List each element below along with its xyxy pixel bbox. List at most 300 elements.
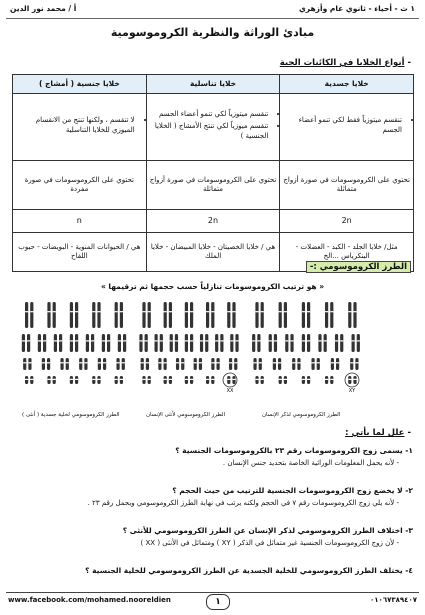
chromosome-band (324, 340, 327, 341)
header-gametes: خلايا جنسية ( أمشاج ) (13, 75, 147, 94)
chromosome (107, 334, 110, 352)
chromosome-band (269, 340, 272, 341)
chromosome (255, 302, 258, 328)
chromosome (30, 302, 33, 328)
chromosome-band (148, 311, 151, 312)
chromosome-band (335, 340, 338, 341)
footer-phone: ٠١٠٦٧٣٨٩٤٠٧ (370, 596, 417, 604)
chromosome-band (232, 379, 235, 380)
chromosome (170, 334, 173, 352)
chromosome-band (118, 340, 121, 341)
chromosome (91, 334, 94, 352)
cell-types-table (12, 74, 414, 272)
sex-chromosome-label: XY (348, 388, 356, 394)
chromosome-band (53, 379, 56, 380)
bullet: • تنقسم ميتوزياً فقط لكي تنمو أعضاء الجسم (283, 116, 402, 135)
chromosome-band (38, 340, 41, 341)
chromosome (97, 302, 100, 328)
bullet: • تنقسم ميتوزياً لكي تنمو أعضاء الجسم (150, 110, 269, 119)
chromosome-band (164, 379, 167, 380)
footer-website[interactable]: www.facebook.com/mohamed.nooreldien (8, 596, 171, 604)
chromosome (102, 334, 105, 352)
table-cell: 2n (146, 210, 280, 233)
chromosome (116, 358, 119, 370)
chromosome-band (232, 311, 235, 312)
chromosome (141, 358, 144, 370)
table-cell (13, 94, 147, 161)
chromosome (169, 302, 172, 328)
chromosome (297, 358, 300, 370)
chromosome-band (206, 311, 209, 312)
chromosome (235, 334, 238, 352)
table-cell: تحتوي على الكروموسومات في صورة مفردة (13, 161, 147, 210)
chromosome-band (357, 340, 360, 341)
chromosome (25, 302, 28, 328)
chromosome-band (142, 311, 145, 312)
chromosome (357, 334, 360, 352)
chromosome (190, 334, 193, 352)
table-header-row (13, 75, 414, 94)
chromosome-band (330, 379, 333, 380)
karyotype-caption-male: الطرز الكروموسومي لذكر الإنسان (262, 412, 341, 418)
chromosome-band (302, 379, 305, 380)
chromosome (146, 358, 149, 370)
chromosome-band (53, 311, 56, 312)
chromosome-band (255, 379, 258, 380)
sex-chromosome-label: XX (226, 388, 234, 394)
chromosome (348, 302, 351, 328)
chromosome (84, 358, 87, 370)
chromosome-band (229, 362, 232, 363)
chromosome-band (227, 379, 230, 380)
chromosome-band (102, 340, 105, 341)
chromosome (340, 334, 343, 352)
chromosome-band (297, 362, 300, 363)
karyotype-image-male (248, 298, 364, 422)
chromosome-band (155, 340, 158, 341)
table-cell: n (13, 210, 147, 233)
chromosome-band (75, 340, 78, 341)
chromosome-band (23, 362, 26, 363)
section-karyotype (306, 262, 411, 272)
chromosome-band (336, 362, 339, 363)
chromosome-band (70, 379, 73, 380)
chromosome (28, 358, 31, 370)
bullet: • لا تنقسم ، ولكنها تنتج من الانقسام الميوزي للخلايا التناسلية (16, 116, 135, 135)
chromosome-band (220, 340, 223, 341)
chromosome-band (120, 311, 123, 312)
chromosome (86, 334, 89, 352)
chromosome-band (259, 362, 262, 363)
chromosome-band (185, 340, 188, 341)
chromosome-band (330, 311, 333, 312)
chromosome (60, 358, 63, 370)
chromosome (47, 358, 50, 370)
chromosome-band (273, 362, 276, 363)
chromosome-band (84, 362, 87, 363)
chromosome-band (227, 311, 230, 312)
chromosome (273, 358, 276, 370)
chromosome (176, 358, 179, 370)
chromosome (103, 358, 106, 370)
chromosome-band (141, 362, 144, 363)
chromosome-band (79, 362, 82, 363)
chromosome-band (284, 379, 287, 380)
chromosome (160, 334, 163, 352)
chromosome-band (158, 362, 161, 363)
chromosome-band (355, 362, 358, 363)
chromosome-band (261, 379, 264, 380)
table-row (13, 161, 414, 210)
chromosome (155, 334, 158, 352)
chromosome-band (217, 362, 220, 363)
chromosome-band (70, 311, 73, 312)
chromosome (47, 302, 50, 328)
chromosome (261, 302, 264, 328)
question-text: ٤- يختلف الطرز الكروموسومي للخلية الجسدية عن الطرز الكروموسومي للخلية الجنسية ؟ (85, 566, 413, 575)
chromosome (199, 358, 202, 370)
chromosome-band (25, 311, 28, 312)
chromosome (352, 334, 355, 352)
chromosome-band (348, 379, 351, 380)
chromosome-band (205, 340, 208, 341)
chromosome (330, 302, 333, 328)
answer-text: - لأنه يحمل المعلومات الوراثية الخاصة بتحديد جنس الإنسان . (222, 459, 399, 467)
chromosome (257, 334, 260, 352)
section-reasons-label: علل لما يأتي : (345, 428, 405, 438)
chromosome (279, 302, 282, 328)
chromosome (336, 358, 339, 370)
chromosome (355, 358, 358, 370)
question-3 (14, 526, 413, 547)
chromosome-band (190, 311, 193, 312)
question-text: ٢- لا يخضع زوج الكروموسومات الجنسية للترتيب من حيث الحجم ؟ (172, 486, 413, 495)
footer-rule (6, 592, 419, 593)
chromosome-band (123, 340, 126, 341)
chromosome-band (285, 340, 288, 341)
chromosome (331, 358, 334, 370)
chromosome (307, 334, 310, 352)
chromosome-band (261, 311, 264, 312)
chromosome (164, 302, 167, 328)
chromosome-band (47, 311, 50, 312)
chromosome-band (97, 311, 100, 312)
chromosome (43, 334, 46, 352)
chromosome-band (146, 362, 149, 363)
chromosome (148, 302, 151, 328)
chromosome (284, 302, 287, 328)
karyotype-caption-left: الطرز الكروموسومي لخلية جسدية ( أنثى ) (22, 412, 120, 418)
karyotype-image-female (136, 298, 242, 422)
karyotype-left-svg (18, 298, 130, 410)
chromosome-band (181, 362, 184, 363)
page-title: مبادئ الوراثة والنظرية الكروموسومية (110, 26, 315, 39)
chromosome (302, 334, 305, 352)
table-cell: تحتوي على الكروموسومات في صورة أزواج متماثلة (146, 161, 280, 210)
chromosome (70, 302, 73, 328)
chromosome-band (185, 311, 188, 312)
header-teacher: أ / محمد نور الدين (10, 4, 77, 13)
chromosome-band (164, 362, 167, 363)
chromosome-band (215, 340, 218, 341)
chromosome-band (59, 340, 62, 341)
chromosome-band (54, 340, 57, 341)
chromosome-band (325, 311, 328, 312)
chromosome-band (120, 379, 123, 380)
chromosome (185, 334, 188, 352)
chromosome (325, 302, 328, 328)
karyotype-definition: « هو ترتيب الكروموسومات تنازلياً حسب حجمها ثم ترقيمها » (100, 282, 325, 291)
table-cell: مثل/ خلايا الجلد - الكبد - العضلات - البنكرياس ...الخ (280, 233, 414, 272)
chromosome-band (43, 340, 46, 341)
chromosome-band (317, 362, 320, 363)
chromosome (211, 302, 214, 328)
table-cell (280, 94, 414, 161)
chromosome-band (318, 340, 321, 341)
chromosome-band (255, 311, 258, 312)
chromosome-band (122, 362, 125, 363)
chromosome (318, 334, 321, 352)
table-cell: تحتوي على الكروموسومات في صورة أزواج متماثلة (280, 161, 414, 210)
chromosome-band (307, 340, 310, 341)
chromosome (181, 358, 184, 370)
question-4 (14, 566, 413, 575)
chromosome-band (115, 311, 118, 312)
chromosome (70, 334, 73, 352)
header-course: ١ ث - أحياء - ثانوي عام وأزهري (298, 4, 415, 13)
chromosome-band (92, 379, 95, 380)
chromosome (66, 358, 69, 370)
chromosome (42, 358, 45, 370)
chromosome (285, 334, 288, 352)
chromosome-band (66, 362, 69, 363)
sex-chromosome-circle (345, 373, 359, 387)
chromosome-band (27, 340, 30, 341)
chromosome-band (211, 379, 214, 380)
chromosome-band (194, 362, 197, 363)
chromosome (211, 358, 214, 370)
chromosome (324, 334, 327, 352)
chromosome (158, 358, 161, 370)
chromosome-band (169, 379, 172, 380)
chromosome (120, 302, 123, 328)
chromosome (227, 302, 230, 328)
chromosome-band (47, 362, 50, 363)
chromosome-band (325, 379, 328, 380)
chromosome (269, 334, 272, 352)
chromosome (75, 302, 78, 328)
section-cell-types-label: أنواع الخلايا في الكائنات الحية (279, 58, 405, 68)
chromosome-band (139, 340, 142, 341)
chromosome-band (86, 340, 89, 341)
chromosome-band (175, 340, 178, 341)
chromosome-band (70, 340, 73, 341)
chromosome (290, 334, 293, 352)
question-text: ١- يسمى زوج الكروموسومات رقم ٢٣ بالكروموسومات الجنسية ؟ (175, 446, 413, 455)
chromosome (115, 302, 118, 328)
chromosome (92, 302, 95, 328)
chromosome-band (284, 311, 287, 312)
table-cell: هي / الحيوانات المنوية - البويضات - حبوب اللقاح (13, 233, 147, 272)
chromosome-band (170, 340, 173, 341)
chromosome-band (145, 340, 148, 341)
chromosome (164, 358, 167, 370)
chromosome-band (278, 362, 281, 363)
chromosome (75, 334, 78, 352)
chromosome-band (30, 311, 33, 312)
chromosome-band (353, 379, 356, 380)
chromosome-band (348, 311, 351, 312)
chromosome (145, 334, 148, 352)
chromosome (259, 358, 262, 370)
chromosome-band (22, 340, 25, 341)
chromosome (200, 334, 203, 352)
chromosome (79, 358, 82, 370)
chromosome (190, 302, 193, 328)
chromosome (217, 358, 220, 370)
footer (6, 592, 419, 610)
chromosome-band (42, 362, 45, 363)
page-number: ١ (206, 594, 230, 610)
chromosome-band (206, 379, 209, 380)
chromosome-band (115, 379, 118, 380)
chromosome (53, 302, 56, 328)
chromosome-band (211, 362, 214, 363)
chromosome-band (307, 311, 310, 312)
chromosome-band (190, 379, 193, 380)
chromosome-band (75, 379, 78, 380)
header-somatic: خلايا جسدية (280, 75, 414, 94)
chromosome-band (302, 311, 305, 312)
chromosome-band (307, 379, 310, 380)
question-1 (14, 446, 413, 467)
chromosome (311, 358, 314, 370)
chromosome-band (331, 362, 334, 363)
chromosome (123, 334, 126, 352)
section-karyotype-label: الطرز الكروموسومي :- (306, 261, 411, 273)
chromosome-band (160, 340, 163, 341)
table-cell (146, 94, 280, 161)
table-cell: 2n (280, 210, 414, 233)
section-reasons: - علل لما يأتي : (345, 428, 411, 438)
chromosome-band (98, 362, 101, 363)
answer-text: - لأنه يلي زوج الكروموسومات رقم ٧ في الحجم ولكنه يرتب في نهاية الطرز الكروموسومي ويحمل رقم ٢٣ . (87, 499, 399, 507)
header-reproductive: خلايا تناسلية (146, 75, 280, 94)
chromosome (292, 358, 295, 370)
chromosome (307, 302, 310, 328)
section-cell-types: - أنواع الخلايا في الكائنات الحية (279, 58, 411, 68)
chromosome (335, 334, 338, 352)
chromosome (278, 358, 281, 370)
chromosome-band (311, 362, 314, 363)
chromosome-band (190, 340, 193, 341)
chromosome (98, 358, 101, 370)
chromosome-band (97, 379, 100, 380)
question-2 (14, 486, 413, 507)
chromosome (59, 334, 62, 352)
chromosome (350, 358, 353, 370)
chromosome-band (148, 379, 151, 380)
chromosome-band (107, 340, 110, 341)
chromosome-band (302, 340, 305, 341)
chromosome-band (353, 311, 356, 312)
chromosome (54, 334, 57, 352)
chromosome-band (103, 362, 106, 363)
chromosome-band (290, 340, 293, 341)
chromosome-band (28, 362, 31, 363)
chromosome-band (292, 362, 295, 363)
table-cell: هي / خلايا الخصيتان - خلايا المبيضان - خلايا الملك (146, 233, 280, 272)
chromosome (215, 334, 218, 352)
chromosome-band (234, 362, 237, 363)
table-row (13, 210, 414, 233)
chromosome-band (274, 340, 277, 341)
chromosome-band (211, 311, 214, 312)
chromosome (230, 334, 233, 352)
chromosome (142, 302, 145, 328)
chromosome (229, 358, 232, 370)
header-rule (6, 18, 419, 19)
chromosome-band (279, 311, 282, 312)
karyotype-image-left (18, 298, 130, 422)
chromosome (122, 358, 125, 370)
question-text: ٣- اختلاف الطرز الكروموسومي لذكر الإنسان عن الطرز الكروموسومي للأنثى ؟ (122, 526, 413, 535)
chromosome (205, 334, 208, 352)
chromosome-band (253, 362, 256, 363)
karyotype-female-svg (136, 298, 242, 410)
chromosome-band (164, 311, 167, 312)
chromosome-band (91, 340, 94, 341)
chromosome-band (199, 362, 202, 363)
chromosome-band (350, 362, 353, 363)
bullet: • تنقسم ميوزياً لكي تنتج الأمشاج ( الخلايا الجنسية ) (150, 122, 269, 141)
chromosome-band (169, 311, 172, 312)
chromosome (194, 358, 197, 370)
chromosome (253, 358, 256, 370)
karyotype-male-svg (248, 298, 364, 410)
chromosome-band (47, 379, 50, 380)
chromosome (317, 358, 320, 370)
chromosome (23, 358, 26, 370)
chromosome-band (75, 311, 78, 312)
chromosome-band (25, 379, 28, 380)
chromosome-band (185, 379, 188, 380)
chromosome-band (30, 379, 33, 380)
chromosome-band (252, 340, 255, 341)
chromosome-band (235, 340, 238, 341)
chromosome-band (92, 311, 95, 312)
chromosome (274, 334, 277, 352)
chromosome (220, 334, 223, 352)
chromosome (139, 334, 142, 352)
chromosome-band (230, 340, 233, 341)
chromosome (232, 302, 235, 328)
chromosome (353, 302, 356, 328)
chromosome-band (340, 340, 343, 341)
chromosome (22, 334, 25, 352)
chromosome (302, 302, 305, 328)
chromosome (27, 334, 30, 352)
chromosome (38, 334, 41, 352)
table-row (13, 94, 414, 161)
chromosome-band (200, 340, 203, 341)
karyotype-caption-female: الطرز الكروموسومي لأنثى الإنسان (146, 412, 226, 418)
chromosome-band (257, 340, 260, 341)
chromosome-band (352, 340, 355, 341)
chromosome (252, 334, 255, 352)
chromosome-band (142, 379, 145, 380)
chromosome-band (60, 362, 63, 363)
